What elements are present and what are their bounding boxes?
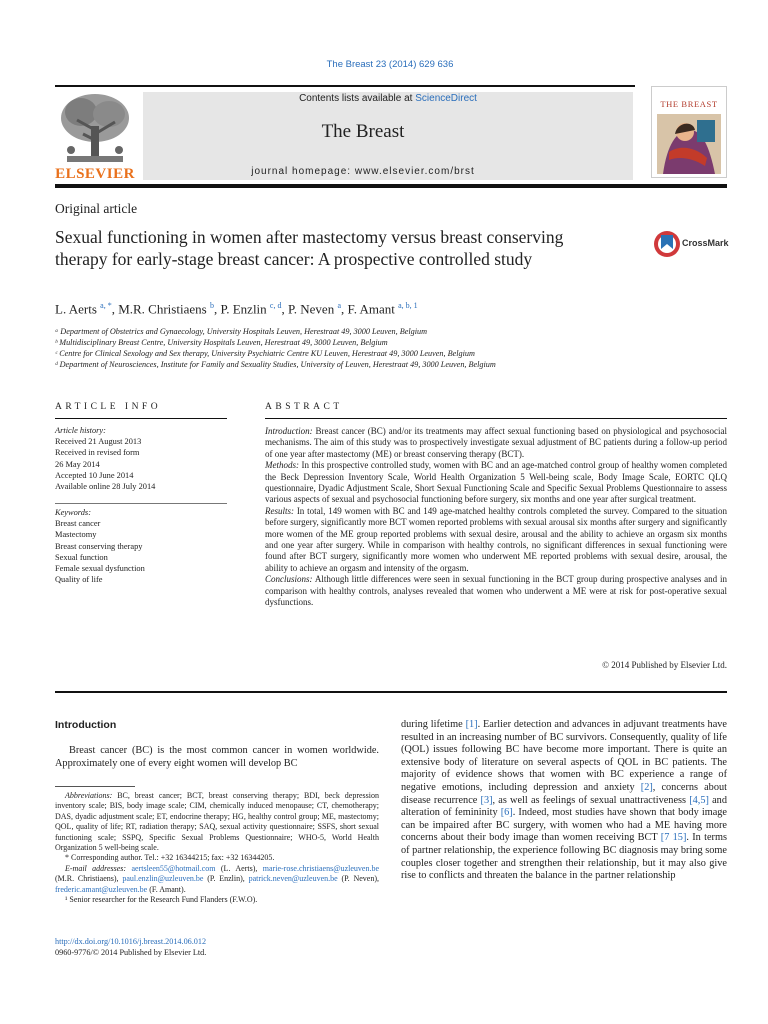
article-info-rule — [55, 418, 227, 419]
history-label: Article history: — [55, 426, 106, 435]
keyword: Sexual function — [55, 552, 108, 562]
reference-link[interactable]: [4,5] — [689, 794, 709, 806]
author-name[interactable]: P. Neven — [287, 301, 335, 317]
article-info-heading: ARTICLE INFO — [55, 402, 162, 412]
email-link[interactable]: patrick.neven@uzleuven.be — [248, 874, 338, 884]
author-list: L. Aerts $^{a, *}$, M.R. Christiaens $^b$, P. Enzlin $^{c, d}$, P. Neven $^a$, F. Amant $^{a, b, 1}$ — [55, 301, 418, 317]
author-affiliation-marker[interactable]: a — [337, 301, 342, 310]
text-run: . In terms of partner relationship, the experience following BC diagnosis may bring some couples closer together and strengthen their relationship, but it may also give rise to conflicts and threaten the balance in the partner relationship — [401, 832, 727, 882]
keyword: Quality of life — [55, 575, 103, 585]
author-affiliation-marker[interactable]: a, b, 1 — [398, 301, 418, 310]
header-top-rule — [55, 85, 635, 87]
reference-link[interactable]: [2] — [640, 781, 653, 793]
keyword: Female sexual dysfunction — [55, 564, 145, 574]
text-run: (P. Enzlin), — [203, 874, 249, 884]
header-bottom-rule — [55, 184, 727, 188]
author-affiliation-marker[interactable]: c, d — [269, 301, 282, 310]
sciencedirect-link[interactable]: ScienceDirect — [415, 93, 477, 104]
affiliation: ᵇ Multidisciplinary Breast Centre, University Hospitals Leuven, Herestraat 49, 3000 Leuven, Belgium — [55, 338, 388, 347]
doi-link[interactable]: http://dx.doi.org/10.1016/j.breast.2014.06.012 — [55, 937, 207, 946]
affiliation: ᵈ Department of Neurosciences, Institute for Family and Sexuality Studies, University of Leuven, Herestraat 49, 3000 Leuven, Belgium — [55, 360, 496, 369]
contents-available-line — [143, 93, 633, 104]
journal-name: The Breast — [321, 121, 405, 142]
reference-link[interactable]: [6] — [500, 807, 513, 819]
section-divider — [55, 691, 727, 693]
abstract-label: Results: — [265, 505, 294, 516]
issn-line: 0960-9776/© 2014 Published by Elsevier Ltd. — [55, 947, 207, 957]
text-run: (L. Aerts), — [215, 863, 263, 873]
text-run: (P. Neven), — [337, 874, 379, 884]
email-link[interactable]: paul.enzlin@uzleuven.be — [122, 874, 204, 884]
abstract-introduction — [265, 426, 727, 460]
abstract-text: In total, 149 women with BC and 149 age-matched healthy controls completed the survey. Compared to the situation before surgery, significantly more BCT women reported problems with sexual arousal six months after surgery and significantly more women of the ME group reported problems with sexual desire, arousal and the ability to achieve an orgasm six months and one year after surgery. While in comparison with healthy controls, no significant differences in sexual functioning were found after BCT surgery, significantly more women who underwent ME reported problems with sexual desire, arousal, the ability to achieve an orgasm and intensity of the orgasm. — [265, 505, 727, 573]
text-run: (M.R. Christiaens), — [55, 874, 123, 884]
crossmark-label[interactable]: CrossMark — [682, 238, 729, 248]
abstract-body — [265, 426, 727, 609]
senior-researcher-footnote: ¹ Senior researcher for the Research Fund Flanders (F.W.O). — [65, 895, 258, 905]
author-name[interactable]: F. Amant — [347, 301, 395, 317]
abstract-conclusions — [265, 574, 727, 608]
abstract-heading: ABSTRACT — [265, 402, 343, 412]
email-link[interactable]: frederic.amant@uzleuven.be — [55, 884, 148, 894]
author-name[interactable]: M.R. Christiaens — [118, 301, 207, 317]
reference-link[interactable]: [7 15] — [660, 832, 687, 844]
author-name[interactable]: L. Aerts — [55, 301, 97, 317]
email-footnote — [55, 864, 379, 895]
article-history — [55, 425, 230, 492]
text-run: during lifetime — [401, 719, 466, 730]
history-item: Available online 28 July 2014 — [55, 482, 156, 492]
affiliation: ᵃ Department of Obstetrics and Gynaecology, University Hospitals Leuven, Herestraat 49, 3000 Leuven, Belgium — [55, 327, 428, 336]
history-item: Received 21 August 2013 — [55, 437, 142, 447]
cover-artwork-image — [657, 114, 721, 174]
keyword: Mastectomy — [55, 530, 97, 540]
author-affiliation-marker[interactable]: b — [209, 301, 214, 310]
keyword: Breast cancer — [55, 519, 101, 529]
introduction-right-text — [401, 719, 727, 883]
corresponding-author-footnote: * Corresponding author. Tel.: +32 16344215; fax: +32 16344205. — [65, 853, 275, 863]
article-type: Original article — [55, 201, 138, 216]
text-run: , concerns about disease recurrence — [401, 781, 727, 806]
abstract-results — [265, 506, 727, 574]
abbreviations-text: BC, breast cancer; BCT, breast conserving therapy; BDI, beck depression inventory scale; BIS, body image scale; CIM, chemically induced menopause; CT, chemotherapy; DAS, dyadic adjustment scale; ET, endocrine therapy; HG, healthy control group; ME, mastectomy; QOL, quality of life; RT, radiation therapy; SAQ, sexual activity questionnaire; SSFS, short sexual functioning scale; SSPQ, Specific Sexual Problems Questionnaire; WHO-5, World Health Organization 5 well-being scale. — [55, 791, 379, 853]
keywords — [55, 507, 230, 585]
abstract-label: Introduction: — [265, 426, 313, 436]
text-run: (F. Amant). — [147, 884, 186, 894]
abbreviations-footnote — [55, 791, 379, 853]
journal-citation[interactable]: The Breast 23 (2014) 629 636 — [326, 59, 454, 70]
text-run: . Earlier detection and advances in adjuvant treatments have resulted in an increasing number of BC survivors. Consequently, quality of life (QOL) issues following BC have become more important. There is quite an extensive body of literature on several aspects of QOL in BC patients. The majority of evidence shows that women with BC experience a range of negative emotions, including depression and anxiety — [401, 719, 727, 793]
author-name[interactable]: P. Enzlin — [220, 301, 267, 317]
text-run: , as well as feelings of sexual unattractiveness — [492, 794, 690, 806]
contents-prefix: Contents lists available at — [299, 93, 416, 104]
keywords-label: Keywords: — [55, 508, 91, 517]
doi-block — [55, 937, 206, 958]
article-title: Sexual functioning in women after mastectomy versus breast conserving therapy for early-stage breast cancer: A prospective controlled study — [55, 227, 564, 269]
abstract-text: Although little differences were seen in sexual functioning in the BCT group during prospective analyses and in comparison with healthy controls, analyses revealed that women who underwent a ME were at risk for post-operative sexual dysfunctions. — [265, 574, 727, 608]
affiliation: ᶜ Centre for Clinical Sexology and Sex therapy, University Psychiatric Centre KU Leuven, Herestraat 49, 3000 Leuven, Belgium — [55, 349, 475, 358]
reference-link[interactable]: [3] — [480, 794, 493, 806]
email-link[interactable]: aertsleen55@hotmail.com — [131, 863, 216, 873]
history-item: 26 May 2014 — [55, 459, 100, 469]
cover-title: THE BREAST — [660, 99, 718, 109]
reference-link[interactable]: [1] — [465, 719, 478, 730]
elsevier-wordmark: ELSEVIER — [55, 166, 135, 182]
journal-homepage[interactable]: journal homepage: www.elsevier.com/brst — [251, 166, 475, 177]
introduction-left-text: Breast cancer (BC) is the most common cancer in women worldwide. Approximately one of every eight women will develop BC — [55, 745, 379, 769]
abstract-rule — [265, 418, 727, 419]
email-label: E-mail addresses: — [65, 863, 127, 873]
abstract-label: Methods: — [265, 460, 299, 471]
introduction-heading: Introduction — [55, 719, 117, 731]
abstract-text: In this prospective controlled study, women with BC and an age-matched control group of healthy women completed the Beck Depression Inventory Scale, World Health Organization 5 Well-being scale, Body Image Scale, EORTC QLQ questionnaire, Dyadic Adjustment Scale, Short Sexual Functioning Scale and Specific Sexual Problems Questionnaire to assess various aspects of sexual and psychosocial functioning before surgery, six months and one year after surgical treatment. — [265, 460, 727, 505]
abbreviations-label: Abbreviations: — [65, 791, 113, 800]
email-link[interactable]: marie-rose.christiaens@uzleuven.be — [262, 863, 379, 873]
history-item: Accepted 10 June 2014 — [55, 470, 134, 480]
abstract-label: Conclusions: — [265, 574, 313, 585]
text-run: . Indeed, most studies have shown that body image can be impaired after BC surgery, with women who had a ME having more concerns about their body image than women receiving BCT — [401, 807, 728, 844]
keywords-rule — [55, 503, 227, 504]
keyword: Breast conserving therapy — [55, 541, 143, 551]
abstract-text: Breast cancer (BC) and/or its treatments may affect sexual functioning based on physiological and psychosocial mechanisms. The aim of this study was to prospectively investigate sexual adjustment of BC patients during a follow-up period of one year after mastectomy (ME) or breast conserving therapy (BCT). — [265, 426, 727, 459]
text-run: and alteration of femininity — [401, 794, 727, 819]
author-affiliation-marker[interactable]: a, * — [100, 301, 112, 310]
abstract-copyright: © 2014 Published by Elsevier Ltd. — [602, 660, 727, 670]
history-item: Received in revised form — [55, 448, 140, 458]
footnotes — [55, 791, 379, 905]
footnote-rule — [55, 786, 135, 787]
abstract-methods — [265, 460, 727, 506]
